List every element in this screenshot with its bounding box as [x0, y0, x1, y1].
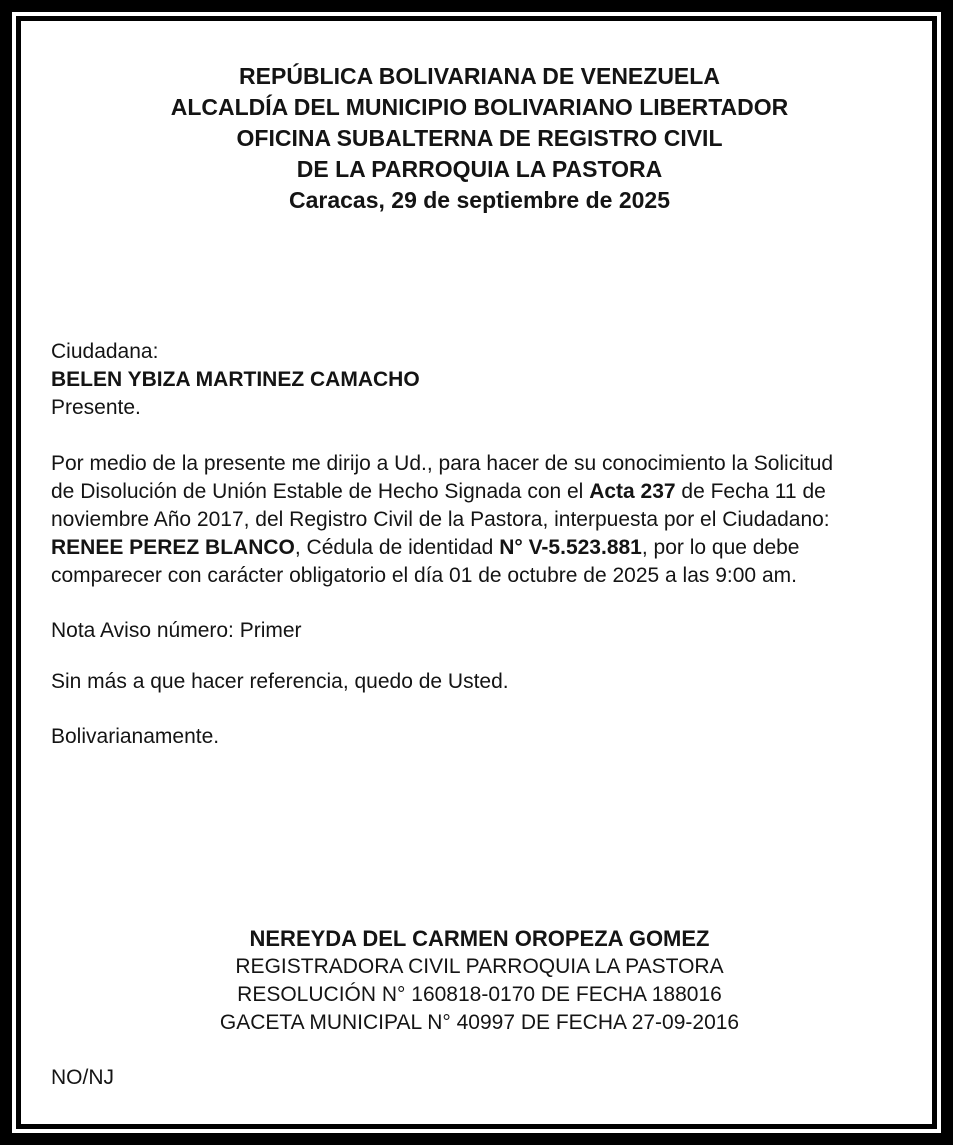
- letterhead-line-municipality: ALCALDÍA DEL MUNICIPIO BOLIVARIANO LIBERTADOR: [170, 94, 789, 120]
- addressee-name: BELEN YBIZA MARTINEZ CAMACHO: [51, 368, 420, 391]
- document-inner-frame: [16, 16, 937, 1129]
- letterhead-line-office: OFICINA SUBALTERNA DE REGISTRO CIVIL: [236, 125, 723, 151]
- body-text: , Cédula de identidad: [294, 536, 500, 559]
- emphasized-text: RENEE PEREZ BLANCO: [51, 536, 295, 559]
- addressee-salutation: Ciudadana:: [51, 340, 159, 363]
- body-line: [51, 506, 908, 534]
- body-text: de Fecha 11 de: [675, 480, 826, 503]
- body-paragraph: [51, 450, 908, 590]
- emphasized-text: N° V-5.523.881: [499, 536, 642, 559]
- body-line: [51, 450, 908, 478]
- letterhead: [51, 61, 908, 216]
- signature-block: [51, 925, 908, 1037]
- registrar-gazette: GACETA MUNICIPAL N° 40997 DE FECHA 27-09-2016: [219, 1011, 740, 1034]
- letterhead-line-republic: REPÚBLICA BOLIVARIANA DE VENEZUELA: [239, 63, 720, 89]
- farewell-line: Bolivarianamente.: [51, 725, 220, 748]
- letterhead-date: Caracas, 29 de septiembre de 2025: [288, 187, 670, 213]
- registrar-title: REGISTRADORA CIVIL PARROQUIA LA PASTORA: [235, 955, 724, 978]
- clerk-initials: NO/NJ: [51, 1066, 114, 1089]
- body-text: de Disolución de Unión Estable de Hecho Signada con el: [51, 480, 590, 503]
- notice-number-line: Nota Aviso número: Primer: [51, 619, 302, 642]
- body-text: Por medio de la presente me dirijo a Ud., para hacer de su conocimiento la Solicitud: [51, 452, 834, 475]
- registrar-resolution: RESOLUCIÓN N° 160818-0170 DE FECHA 188016: [237, 983, 722, 1006]
- closing-line: Sin más a que hacer referencia, quedo de Usted.: [51, 670, 509, 693]
- body-text: , por lo que debe: [641, 536, 800, 559]
- body-line: [51, 534, 908, 562]
- registrar-name: NEREYDA DEL CARMEN OROPEZA GOMEZ: [249, 926, 710, 951]
- addressee-block: [51, 338, 908, 422]
- body-text: comparecer con carácter obligatorio el día 01 de octubre de 2025 a las 9:00 am.: [51, 564, 797, 587]
- letterhead-line-parish: DE LA PARROQUIA LA PASTORA: [296, 156, 663, 182]
- body-line: [51, 562, 908, 590]
- body-line: [51, 478, 908, 506]
- body-text: noviembre Año 2017, del Registro Civil de la Pastora, interpuesta por el Ciudadano:: [51, 508, 830, 531]
- emphasized-text: Acta 237: [589, 480, 676, 503]
- addressee-presence: Presente.: [51, 396, 141, 419]
